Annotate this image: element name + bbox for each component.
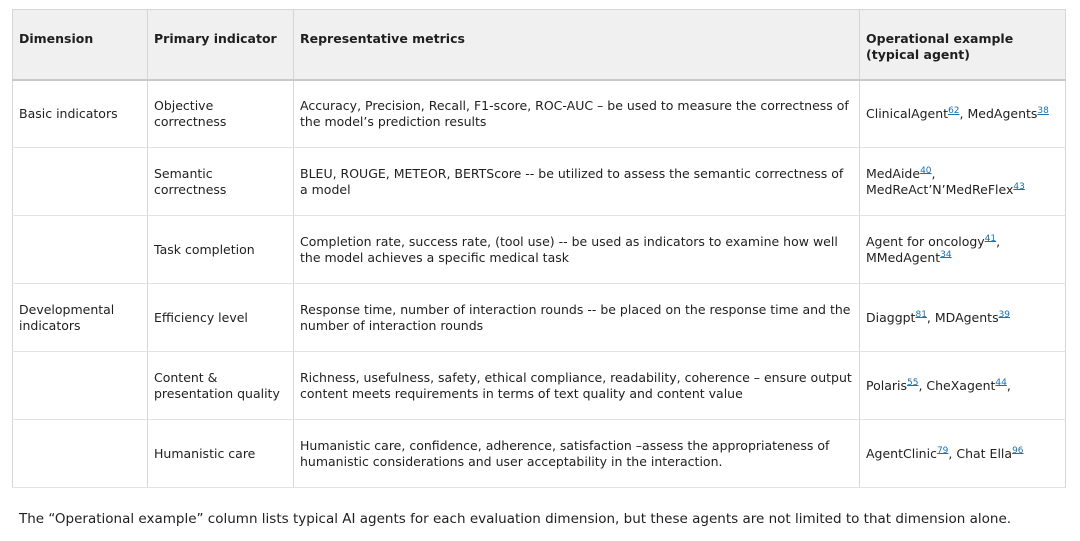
header-primary-indicator: Primary indicator <box>148 10 294 80</box>
cell-metrics: Response time, number of interaction rounds -- be placed on the response time and the number of interaction rounds <box>294 284 860 352</box>
example-name: Chat Ella <box>956 445 1013 461</box>
citation-link[interactable]: 34 <box>940 249 952 260</box>
citation-link[interactable]: 44 <box>995 377 1007 388</box>
header-dimension: Dimension <box>13 10 148 80</box>
cell-indicator: Humanistic care <box>148 420 294 488</box>
separator: , <box>918 377 927 393</box>
example-name: ClinicalAgent <box>866 105 949 121</box>
cell-indicator: Semantic correctness <box>148 148 294 216</box>
citation-link[interactable]: 38 <box>1037 105 1049 116</box>
cell-examples <box>860 420 1066 488</box>
cell-metrics: BLEU, ROUGE, METEOR, BERTScore -- be utilized to assess the semantic correctness of a model <box>294 148 860 216</box>
example-name: MedReAct’N’MedReFlex <box>866 181 1014 197</box>
example-name: Diaggpt <box>866 309 916 325</box>
citation-link[interactable]: 41 <box>984 233 997 244</box>
cell-metrics: Accuracy, Precision, Recall, F1-score, ROC-AUC – be used to measure the correctness of the model’s prediction results <box>294 80 860 148</box>
cell-metrics: Humanistic care, confidence, adherence, satisfaction –assess the appropriateness of humanistic considerations and user acceptability in the interaction. <box>294 420 860 488</box>
cell-indicator: Task completion <box>148 216 294 284</box>
separator: , <box>959 105 968 121</box>
cell-dimension <box>13 420 148 488</box>
cell-examples <box>860 352 1066 420</box>
citation-link[interactable]: 55 <box>907 377 919 388</box>
table-row <box>13 352 1066 420</box>
cell-examples <box>860 80 1066 148</box>
citation-link[interactable]: 81 <box>915 309 927 320</box>
evaluation-dimensions-table <box>12 9 1066 488</box>
example-name: MDAgents <box>934 309 999 325</box>
cell-dimension: Developmental indicators <box>13 284 148 352</box>
citation-link[interactable]: 62 <box>948 105 960 116</box>
cell-metrics: Richness, usefulness, safety, ethical compliance, readability, coherence – ensure output content meets requirements in terms of text quality and content value <box>294 352 860 420</box>
cell-indicator: Efficiency level <box>148 284 294 352</box>
cell-metrics: Completion rate, success rate, (tool use) -- be used as indicators to examine how well the model achieves a specific medical task <box>294 216 860 284</box>
cell-dimension: Basic indicators <box>13 80 148 148</box>
example-name: MedAgents <box>967 105 1038 121</box>
example-name: AgentClinic <box>866 445 937 461</box>
cell-examples <box>860 148 1066 216</box>
example-name: CheXagent <box>926 377 996 393</box>
table-row <box>13 216 1066 284</box>
table-header-row <box>13 10 1066 80</box>
table-row <box>13 80 1066 148</box>
table-container <box>12 9 1065 488</box>
separator: , <box>931 165 936 181</box>
cell-indicator: Content & presentation quality <box>148 352 294 420</box>
header-representative-metrics: Representative metrics <box>294 10 860 80</box>
citation-link[interactable]: 43 <box>1013 181 1025 192</box>
citation-link[interactable]: 40 <box>920 165 932 176</box>
example-name: MMedAgent <box>866 249 941 265</box>
citation-link[interactable]: 79 <box>936 445 949 456</box>
table-row <box>13 148 1066 216</box>
separator: , <box>1006 377 1011 393</box>
example-name: Polaris <box>866 377 907 393</box>
table-row <box>13 284 1066 352</box>
separator: , <box>996 233 1001 249</box>
header-operational-example: Operational example (typical agent) <box>860 10 1066 80</box>
separator: , <box>926 309 935 325</box>
citation-link[interactable]: 96 <box>1012 445 1024 456</box>
table-footnote: The “Operational example” column lists typical AI agents for each evaluation dimension, but these agents are not limited to that dimension alone. <box>19 511 1012 527</box>
cell-examples <box>860 284 1066 352</box>
table-row <box>13 420 1066 488</box>
cell-dimension <box>13 216 148 284</box>
cell-dimension <box>13 352 148 420</box>
cell-dimension <box>13 148 148 216</box>
cell-indicator: Objective correctness <box>148 80 294 148</box>
example-name: MedAide <box>866 165 921 181</box>
separator: , <box>948 445 957 461</box>
cell-examples <box>860 216 1066 284</box>
citation-link[interactable]: 39 <box>998 309 1011 320</box>
example-name: Agent for oncology <box>866 233 985 249</box>
